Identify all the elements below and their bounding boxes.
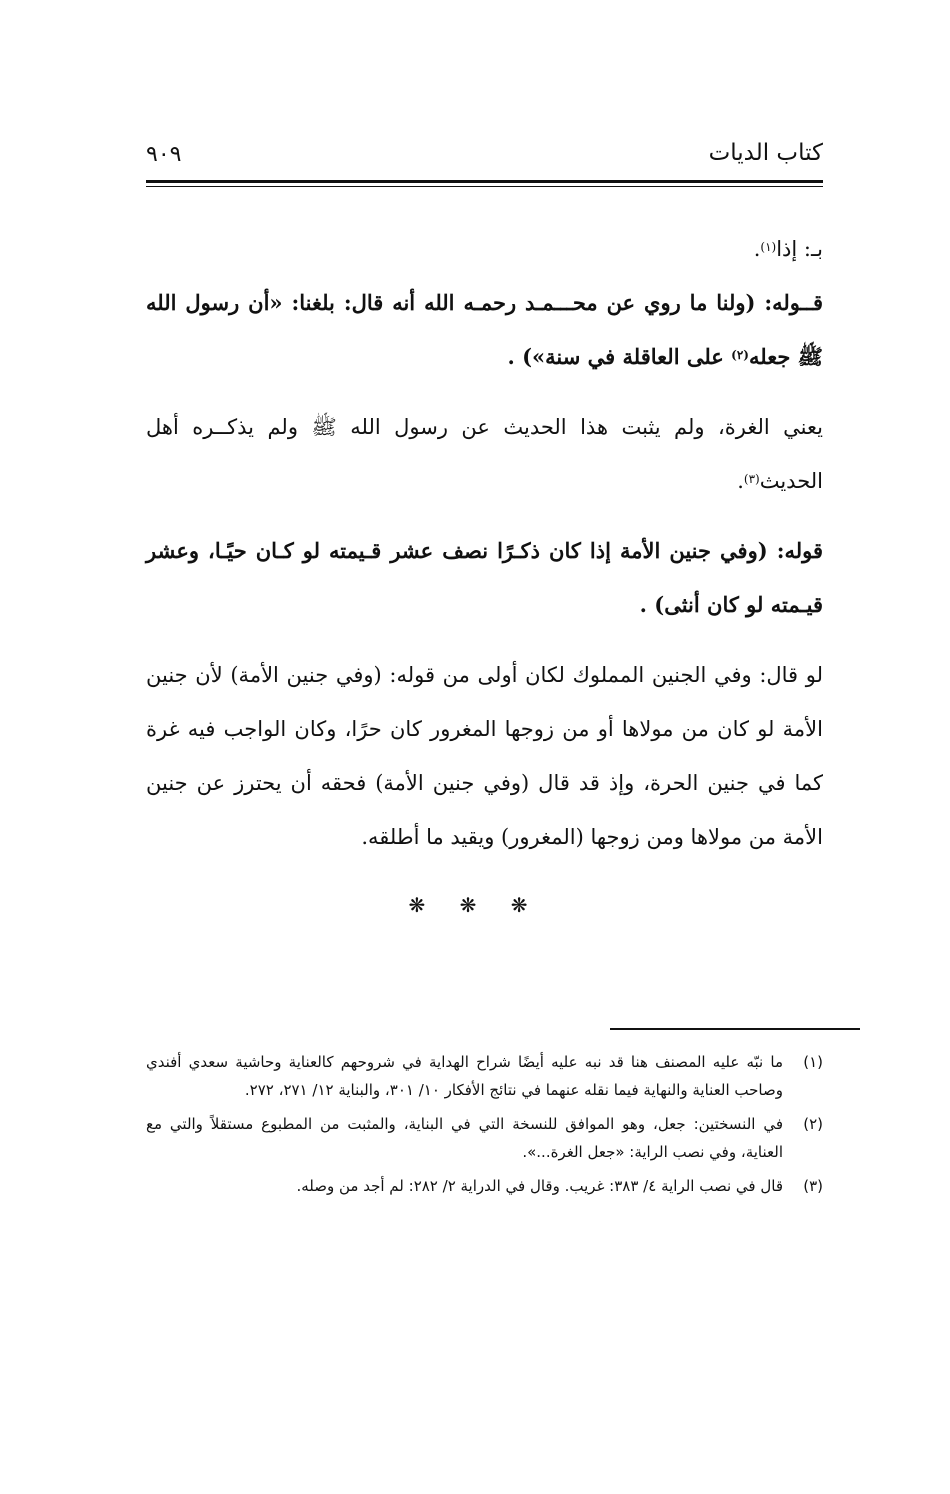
footnote-text: قال في نصب الراية ٤/ ٣٨٣: غريب. وقال في الدراية ٢/ ٢٨٢: لم أجد من وصله.	[296, 1177, 783, 1195]
footnote-ref-3: (٣)	[743, 472, 760, 486]
paragraph-2-end: .	[737, 469, 744, 493]
header-rule-thick	[146, 180, 823, 183]
footnote-2	[146, 1110, 823, 1166]
footnote-3	[146, 1172, 823, 1200]
header-rule-thin	[146, 186, 823, 187]
footnote-number: (٣)	[803, 1177, 823, 1195]
main-text	[146, 222, 823, 880]
paragraph-1-end: على العاقلة في سنة») .	[507, 344, 732, 369]
paragraph-3: قوله: (وفي جنين الأمة إذا كان ذكـرًا نصف عشر قـيمته لو كـان حيًـا، وعشر قيـمته لو كان أنثى) .	[146, 538, 823, 617]
footnote-text: ما نبّه عليه المصنف هنا قد نبه عليه أيضًا شراح الهداية في شروحهم كالعناية وحاشية سعدي أفندي وصاحب العناية والنهاية فيما نقله عنهما في نتائج الأفكار ١٠/ ٣٠١، والبناية ١٢/ ٢٧١، ٢٧٢.	[146, 1053, 783, 1099]
paragraph-1-text: قــوله: (ولنا ما روي عن محـــمـد رحمـه الله أنه قال: بلغنا: «أن رسول الله ﷺ جعله	[146, 290, 823, 369]
chapter-title: كتاب الديات	[708, 140, 823, 166]
paragraph-0-end: .	[753, 237, 761, 261]
paragraph-2	[146, 400, 823, 508]
paragraph-1	[146, 276, 823, 384]
footnote-ref-1: (١)	[760, 240, 777, 254]
footnote-1	[146, 1048, 823, 1104]
paragraph-0-text: بـ: إذا	[776, 237, 823, 261]
paragraph-4: لو قال: وفي الجنين المملوك لكان أولى من قوله: (وفي جنين الأمة) لأن جنين الأمة لو كان من مولاها أو من زوجها المغرور كان حرًا، وكان الواجب فيه غرة كما في جنين الحرة، وإذ قد قال (وفي جنين الأمة) فحقه أن يحترز عن جنين الأمة من مولاها ومن زوجها (المغرور) ويقيد ما أطلقه.	[146, 663, 823, 849]
paragraph-2-text: يعني الغرة، ولم يثبت هذا الحديث عن رسول الله ﷺ ولم يذكــره أهل الحديث	[146, 415, 823, 493]
paragraph-0	[146, 222, 823, 276]
footnotes	[146, 1048, 823, 1206]
page-number: ٩٠٩	[146, 142, 182, 167]
footnote-ref-2: (٢)	[731, 348, 749, 362]
footnote-text: في النسختين: جعل، وهو الموافق للنسخة التي في البناية، والمثبت من المطبوع مستقلاً والتي مع العناية، وفي نصب الراية: «جعل الغرة...».	[146, 1115, 783, 1161]
footnote-number: (٢)	[803, 1115, 823, 1133]
footnote-number: (١)	[803, 1053, 823, 1071]
footnote-rule	[610, 1028, 860, 1030]
page-header	[146, 140, 823, 178]
section-separator: ❋ ❋ ❋	[408, 893, 542, 917]
